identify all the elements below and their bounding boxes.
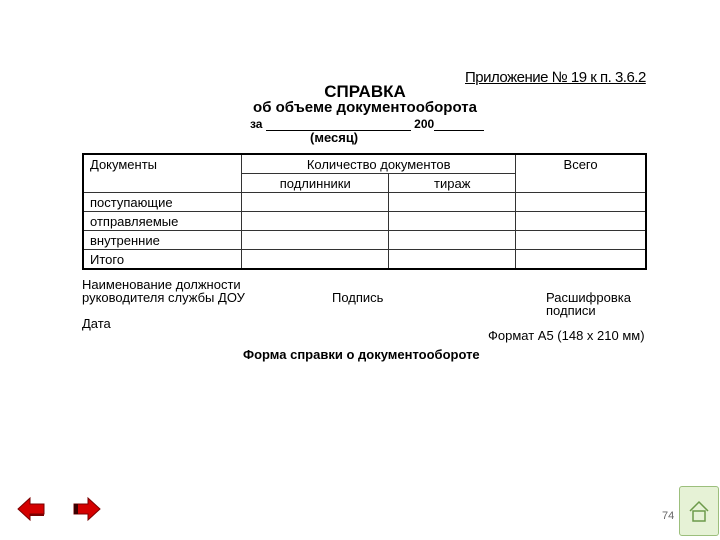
document-subtitle: об объеме документооборота <box>253 99 477 116</box>
document-title: СПРАВКА <box>324 82 406 101</box>
document-count-table <box>82 153 647 270</box>
cell <box>242 231 389 250</box>
decode-line2: подписи <box>546 303 596 318</box>
arrow-left-icon[interactable] <box>16 496 46 522</box>
period-year: 200 <box>414 117 435 131</box>
position-label <box>82 278 245 304</box>
row-label: поступающие <box>83 193 242 212</box>
position-line1: Наименование должности <box>82 277 241 292</box>
format-note: Формат А5 (148 х 210 мм) <box>488 328 645 343</box>
header-total: Всего <box>516 154 646 193</box>
home-button[interactable] <box>679 486 719 536</box>
decode-label <box>546 291 631 317</box>
row-label: отправляемые <box>83 212 242 231</box>
cell <box>389 250 516 270</box>
cell <box>242 212 389 231</box>
position-line2: руководителя службы ДОУ <box>82 290 245 305</box>
page-number: 74 <box>662 510 675 522</box>
cell <box>242 193 389 212</box>
row-label: внутренние <box>83 231 242 250</box>
cell <box>516 212 646 231</box>
decode-line1: Расшифровка <box>546 290 631 305</box>
table-row <box>83 231 646 250</box>
cell <box>389 193 516 212</box>
cell <box>516 231 646 250</box>
subheader-originals: подлинники <box>242 174 389 193</box>
period-prefix: за <box>250 117 263 131</box>
date-label: Дата <box>82 316 111 331</box>
period-line <box>250 117 484 131</box>
row-label: Итого <box>83 250 242 270</box>
arrow-right-icon[interactable] <box>72 496 102 522</box>
subheader-copies: тираж <box>389 174 516 193</box>
cell <box>242 250 389 270</box>
header-count: Количество документов <box>242 154 516 174</box>
table-row <box>83 250 646 270</box>
appendix-reference: Приложение № 19 к п. 3.6.2 <box>465 69 646 86</box>
figure-caption: Форма справки о документообороте <box>243 347 480 362</box>
year-blank <box>434 120 484 131</box>
signature-label: Подпись <box>332 290 384 305</box>
table-row <box>83 212 646 231</box>
cell <box>389 212 516 231</box>
cell <box>516 193 646 212</box>
header-documents: Документы <box>83 154 242 193</box>
period-hint: (месяц) <box>310 130 359 145</box>
cell <box>389 231 516 250</box>
table-row <box>83 193 646 212</box>
cell <box>516 250 646 270</box>
home-icon <box>680 487 718 535</box>
